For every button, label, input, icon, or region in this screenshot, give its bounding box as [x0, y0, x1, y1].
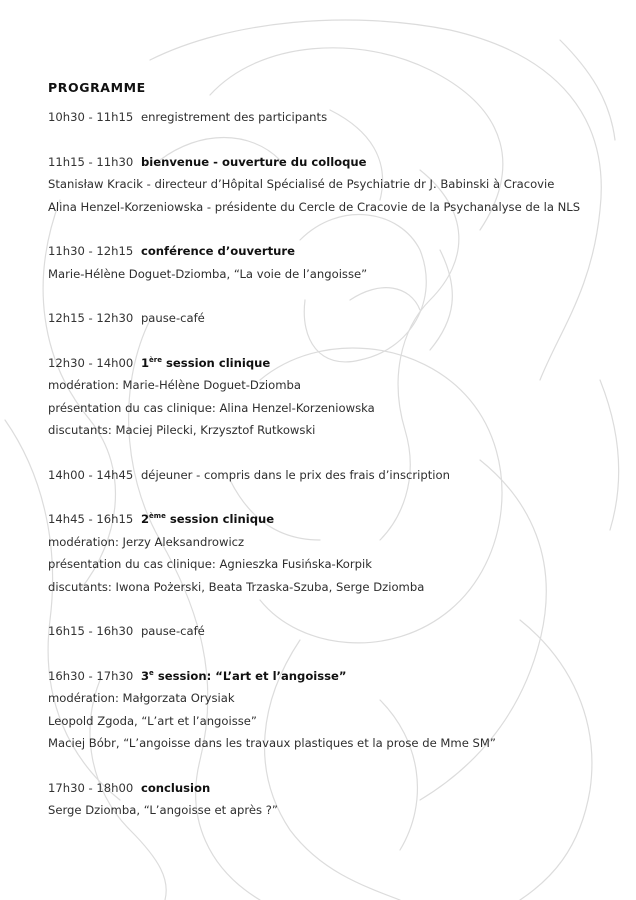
session-detail: Leopold Zgoda, “L’art et l’angoisse” — [48, 713, 257, 728]
session-title — [141, 669, 347, 683]
ordinal-number: 2 — [140, 512, 150, 526]
ordinal-suffix: e — [149, 668, 154, 677]
session-detail: modération: Jerzy Aleksandrowicz — [48, 534, 245, 549]
session-time: 16h30 - 17h30 — [48, 668, 134, 683]
session-detail: modération: Małgorzata Orysiak — [48, 691, 235, 705]
ordinal-number: 1 — [140, 355, 150, 370]
session-time: 12h15 - 12h30 — [48, 311, 134, 325]
session-header — [48, 620, 628, 643]
ordinal-suffix: ème — [149, 512, 166, 521]
session-conclusion — [48, 777, 628, 822]
session-time: 14h00 - 14h45 — [48, 467, 134, 482]
session-time: 11h30 - 12h15 — [48, 244, 134, 258]
session-header — [48, 464, 628, 487]
session-title: déjeuner - compris dans le prix des frais d’inscription — [140, 467, 450, 482]
session-header — [48, 151, 628, 174]
programme-heading: PROGRAMME — [48, 80, 146, 95]
session-time: 17h30 - 18h00 — [48, 780, 134, 795]
session-time: 12h30 - 14h00 — [48, 355, 134, 370]
session-title-text: session clinique — [169, 512, 275, 526]
session-lunch — [48, 464, 628, 487]
session-detail: présentation du cas clinique: Alina Henzel-Korzeniowska — [48, 400, 375, 415]
programme-content — [48, 78, 628, 844]
session-detail: Stanisław Kracik - directeur d’Hôpital Spécialisé de Psychiatrie dr J. Babinski à Cracovie — [48, 177, 555, 191]
session-header — [48, 240, 628, 263]
session-title: enregistrement des participants — [140, 110, 328, 124]
session-title — [141, 356, 270, 370]
session-detail: Marie-Hélène Doguet-Dziomba, “La voie de l’angoisse” — [48, 266, 368, 281]
session-detail: modération: Marie-Hélène Doguet-Dziomba — [48, 378, 302, 392]
session-header — [48, 307, 628, 330]
session-title-text: session clinique — [166, 355, 271, 370]
session-header — [48, 106, 628, 129]
session-title: pause-café — [140, 311, 205, 325]
session-header — [48, 777, 628, 800]
session-opening-conference — [48, 240, 628, 285]
session-header — [48, 665, 628, 688]
session-title: bienvenue - ouverture du colloque — [140, 154, 367, 169]
session-coffee-break-2 — [48, 620, 628, 643]
session-detail: présentation du cas clinique: Agnieszka Fusińska-Korpik — [48, 557, 372, 571]
session-art-and-anxiety — [48, 665, 628, 755]
session-welcome — [48, 151, 628, 219]
session-coffee-break-1 — [48, 307, 628, 330]
session-time: 10h30 - 11h15 — [48, 110, 134, 124]
session-title: conclusion — [140, 780, 211, 795]
session-title: conférence d’ouverture — [140, 244, 295, 258]
session-registration — [48, 106, 628, 129]
session-time: 16h15 - 16h30 — [48, 624, 134, 638]
session-title-text: session: “L’art et l’angoisse” — [157, 668, 347, 683]
session-header — [48, 352, 628, 375]
session-detail: discutants: Iwona Pożerski, Beata Trzaska-Szuba, Serge Dziomba — [48, 579, 425, 594]
ordinal-suffix: ère — [149, 355, 162, 364]
session-time: 11h15 - 11h30 — [48, 154, 134, 169]
session-detail: Maciej Bóbr, “L’angoisse dans les travaux plastiques et la prose de Mme SM” — [48, 736, 496, 750]
session-title: pause-café — [140, 624, 205, 638]
session-time: 14h45 - 16h15 — [48, 512, 134, 526]
session-detail: discutants: Maciej Pilecki, Krzysztof Rutkowski — [48, 423, 316, 437]
ordinal-number: 3 — [140, 668, 150, 683]
session-detail: Serge Dziomba, “L’angoisse et après ?” — [48, 803, 278, 817]
session-clinical-1 — [48, 352, 628, 442]
session-title — [141, 512, 274, 526]
session-header — [48, 508, 628, 531]
session-detail: Alina Henzel-Korzeniowska - présidente du Cercle de Cracovie de la Psychanalyse de la NLS — [48, 199, 581, 214]
session-clinical-2 — [48, 508, 628, 598]
